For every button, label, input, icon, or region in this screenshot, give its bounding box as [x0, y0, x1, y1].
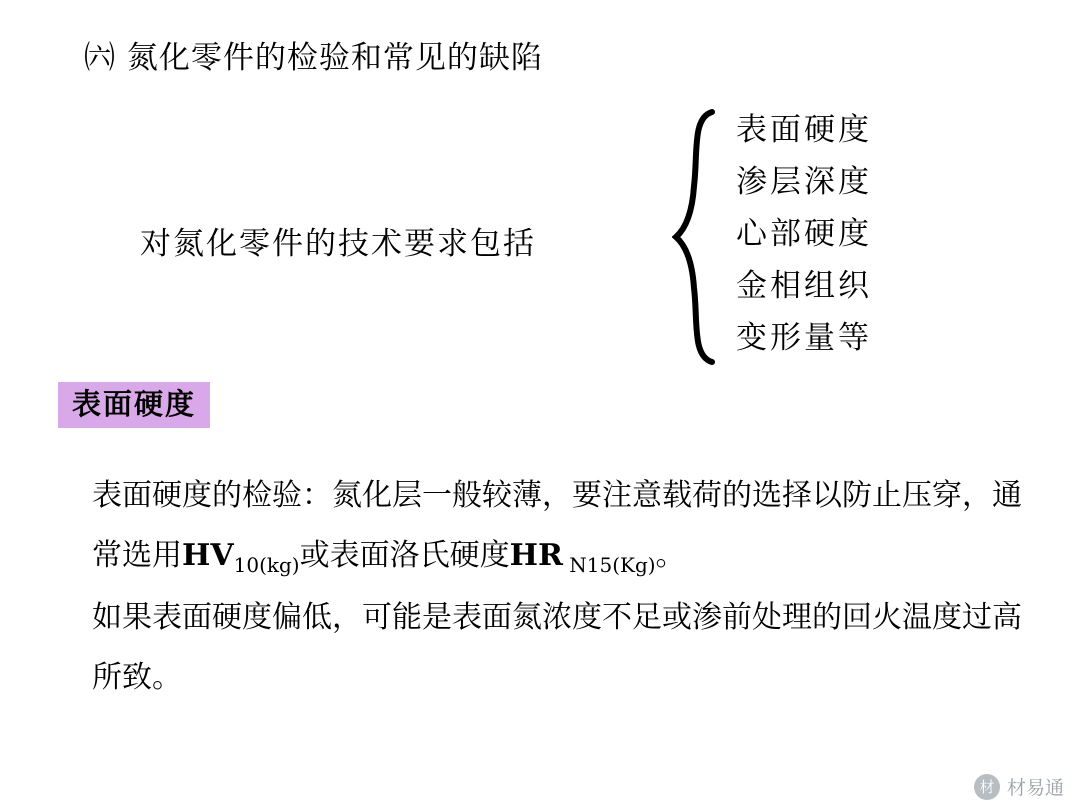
- requirements-label: 对氮化零件的技术要求包括: [140, 226, 536, 262]
- list-item: 渗层深度: [736, 164, 872, 200]
- para1-seg-2: 10(kg): [233, 553, 300, 577]
- requirements-list: [736, 104, 872, 364]
- watermark-text: 材易通: [1006, 777, 1064, 799]
- list-item: 变形量等: [736, 320, 872, 356]
- list-item: 金相组织: [736, 268, 872, 304]
- para1-seg-6: 。: [655, 538, 686, 573]
- watermark: [974, 773, 1064, 800]
- para1-seg-0: 表面硬度的检验：氮化层一般较薄，要注意载荷的选择以防止压穿，通常选用: [92, 478, 1022, 573]
- list-item: 表面硬度: [736, 112, 872, 148]
- list-item: 心部硬度: [736, 216, 872, 252]
- paragraph-1: [92, 466, 1042, 588]
- slide-heading: ㈥ 氮化零件的检验和常见的缺陷: [84, 40, 543, 76]
- para2-seg-0: 如果表面硬度偏低，可能是表面氮浓度不足或渗前处理的回火温度过高所致。: [92, 600, 1022, 695]
- body-text: [92, 466, 1042, 708]
- circle-logo-icon: 材: [974, 774, 1000, 800]
- para1-seg-3: 或表面洛氏硬度: [299, 538, 510, 573]
- para1-seg-1: HV: [182, 538, 234, 573]
- para1-seg-5: N15(Kg): [562, 553, 656, 577]
- curly-brace-icon: [672, 108, 718, 366]
- section-subtitle-highlight: 表面硬度: [58, 382, 210, 428]
- para1-seg-4: HR: [509, 538, 563, 573]
- paragraph-2: [92, 588, 1042, 708]
